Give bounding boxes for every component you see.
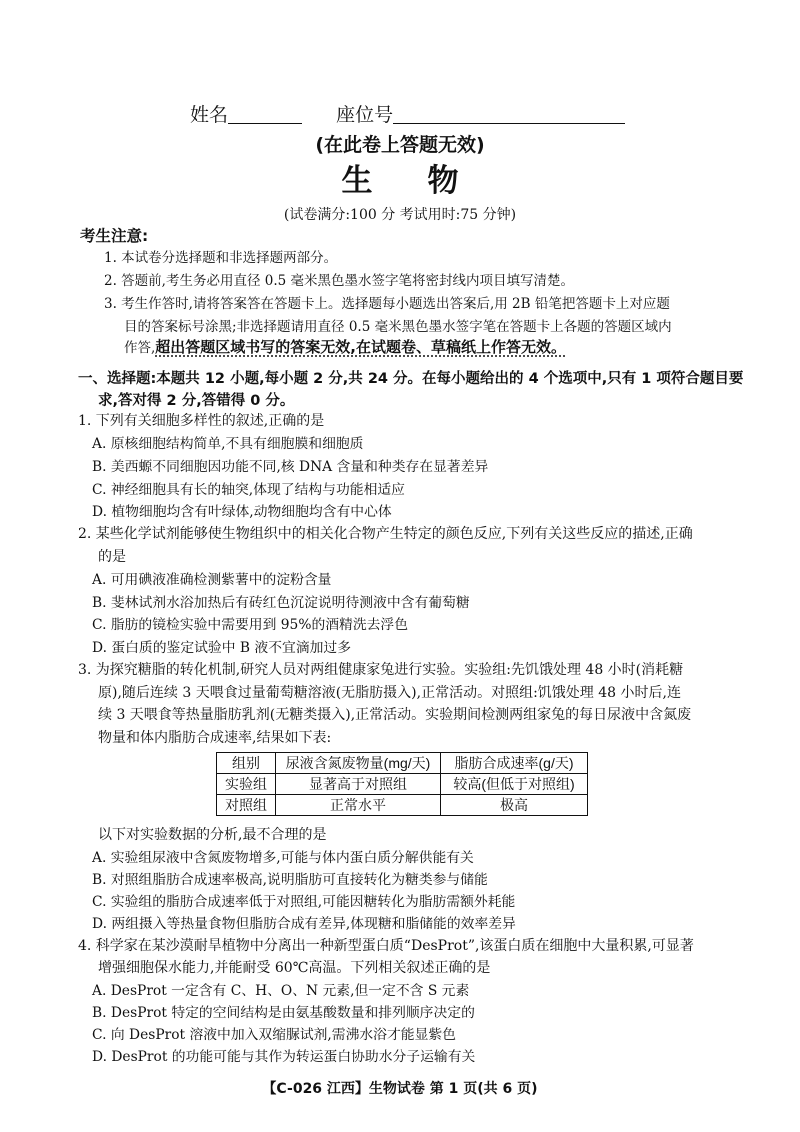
- q3-stem: 3. 为探究糖脂的转化机制,研究人员对两组健康家兔进行实验。实验组:先饥饿处理 48 小时(消耗糖: [78, 662, 684, 678]
- q2-option-b: B. 斐林试剂水浴加热后有砖红色沉淀说明待测液中含有葡萄糖: [92, 595, 470, 611]
- q1-option-d: D. 植物细胞均含有叶绿体,动物细胞均含有中心体: [92, 504, 392, 520]
- name-blank: [228, 105, 302, 124]
- table-cell: 较高(但低于对照组): [441, 774, 588, 795]
- q4-option-a: A. DesProt 一定含有 C、H、O、N 元素,但一定不含 S 元素: [92, 983, 470, 999]
- q3-data-table: [216, 752, 588, 816]
- q3-stem-cont3: 物量和体内脂肪合成速率,结果如下表:: [98, 730, 332, 746]
- q2-stem-cont: 的是: [98, 549, 126, 565]
- table-cell: 正常水平: [276, 795, 441, 816]
- notice-text: 作答,: [124, 340, 156, 356]
- section-heading: 一、选择题:本题共 12 小题,每小题 2 分,共 24 分。在每小题给出的 4 个选项中,只有 1 项符合题目要: [78, 371, 744, 387]
- table-header-cell: 组别: [217, 753, 276, 774]
- table-row: [217, 795, 588, 816]
- table-row: [217, 774, 588, 795]
- q3-stem-cont2: 续 3 天喂食等热量脂肪乳剂(无糖类摄入),正常活动。实验期间检测两组家兔的每日尿液中含氮废: [98, 707, 692, 723]
- q3-option-b: B. 对照组脂肪合成速率极高,说明脂肪可直接转化为糖类参与储能: [92, 872, 488, 888]
- q2-option-c: C. 脂肪的镜检实验中需要用到 95%的酒精洗去浮色: [92, 617, 409, 633]
- q2-option-d: D. 蛋白质的鉴定试验中 B 液不宜滴加过多: [92, 640, 352, 656]
- table-header-cell: 尿液含氮废物量(mg/天): [276, 753, 441, 774]
- notice-item: 2. 答题前,考生务必用直径 0.5 毫米黑色墨水签字笔将密封线内项目填写清楚。: [104, 273, 575, 289]
- q2-option-a: A. 可用碘液准确检测紫薯中的淀粉含量: [92, 572, 332, 588]
- table-header-row: [217, 753, 588, 774]
- exam-info: (试卷满分:100 分 考试用时:75 分钟): [283, 207, 517, 223]
- section-heading-cont: 求,答对得 2 分,答错得 0 分。: [98, 393, 295, 409]
- notice-item: 3. 考生作答时,请将答案答在答题卡上。选择题每小题选出答案后,用 2B 铅笔把答题卡上对应题: [104, 296, 670, 312]
- q1-stem: 1. 下列有关细胞多样性的叙述,正确的是: [78, 413, 325, 429]
- notice-item-last: [124, 336, 566, 357]
- seat-blank: [393, 105, 625, 124]
- name-seat-row: [190, 100, 625, 127]
- name-label: 姓名: [190, 104, 229, 126]
- notice-item: 目的答案标号涂黑;非选择题请用直径 0.5 毫米黑色墨水签字笔在答题卡上各题的答题区域内: [124, 319, 672, 335]
- q3-option-a: A. 实验组尿液中含氮废物增多,可能与体内蛋白质分解供能有关: [92, 850, 474, 866]
- q1-option-b: B. 美西螈不同细胞因功能不同,核 DNA 含量和种类存在显著差异: [92, 459, 489, 475]
- q1-option-a: A. 原核细胞结构简单,不具有细胞膜和细胞质: [92, 436, 364, 452]
- q2-stem: 2. 某些化学试剂能够使生物组织中的相关化合物产生特定的颜色反应,下列有关这些反应的描述,正确: [78, 526, 693, 542]
- q4-option-c: C. 向 DesProt 溶液中加入双缩脲试剂,需沸水浴才能显紫色: [92, 1027, 456, 1043]
- seat-label: 座位号: [336, 104, 394, 126]
- table-cell: 对照组: [217, 795, 276, 816]
- table-cell: 极高: [441, 795, 588, 816]
- table-cell: 显著高于对照组: [276, 774, 441, 795]
- q4-option-b: B. DesProt 特定的空间结构是由氨基酸数量和排列顺序决定的: [92, 1005, 475, 1021]
- notice-title: 考生注意:: [80, 227, 149, 245]
- q3-option-d: D. 两组摄入等热量食物但脂肪合成有差异,体现糖和脂储能的效率差异: [92, 916, 516, 932]
- page-footer: 【C-026 江西】生物试卷 第 1 页(共 6 页): [262, 1081, 538, 1097]
- q4-stem-cont: 增强细胞保水能力,并能耐受 60℃高温。下列相关叙述正确的是: [98, 960, 491, 976]
- table-cell: 实验组: [217, 774, 276, 795]
- q4-option-d: D. DesProt 的功能可能与其作为转运蛋白协助水分子运输有关: [92, 1049, 476, 1065]
- notice-emphasis: 超出答题区域书写的答案无效,在试题卷、草稿纸上作答无效。: [155, 338, 566, 356]
- q1-option-c: C. 神经细胞具有长的轴突,体现了结构与功能相适应: [92, 482, 405, 498]
- q3-option-c: C. 实验组的脂肪合成速率低于对照组,可能因糖转化为脂肪需额外耗能: [92, 894, 516, 910]
- q4-stem: 4. 科学家在某沙漠耐旱植物中分离出一种新型蛋白质“DesProt”,该蛋白质在细胞中大量积累,可显著: [78, 938, 694, 954]
- subject-title: 生物: [341, 163, 514, 199]
- q3-stem-cont: 原),随后连续 3 天喂食过量葡萄糖溶液(无脂肪摄入),正常活动。对照组:饥饿处理 48 小时后,连: [98, 685, 681, 701]
- notice-item: 1. 本试卷分选择题和非选择题两部分。: [104, 250, 338, 266]
- q3-question: 以下对实验数据的分析,最不合理的是: [98, 827, 327, 843]
- table-header-cell: 脂肪合成速率(g/天): [441, 753, 588, 774]
- invalid-note: (在此卷上答题无效): [315, 134, 485, 156]
